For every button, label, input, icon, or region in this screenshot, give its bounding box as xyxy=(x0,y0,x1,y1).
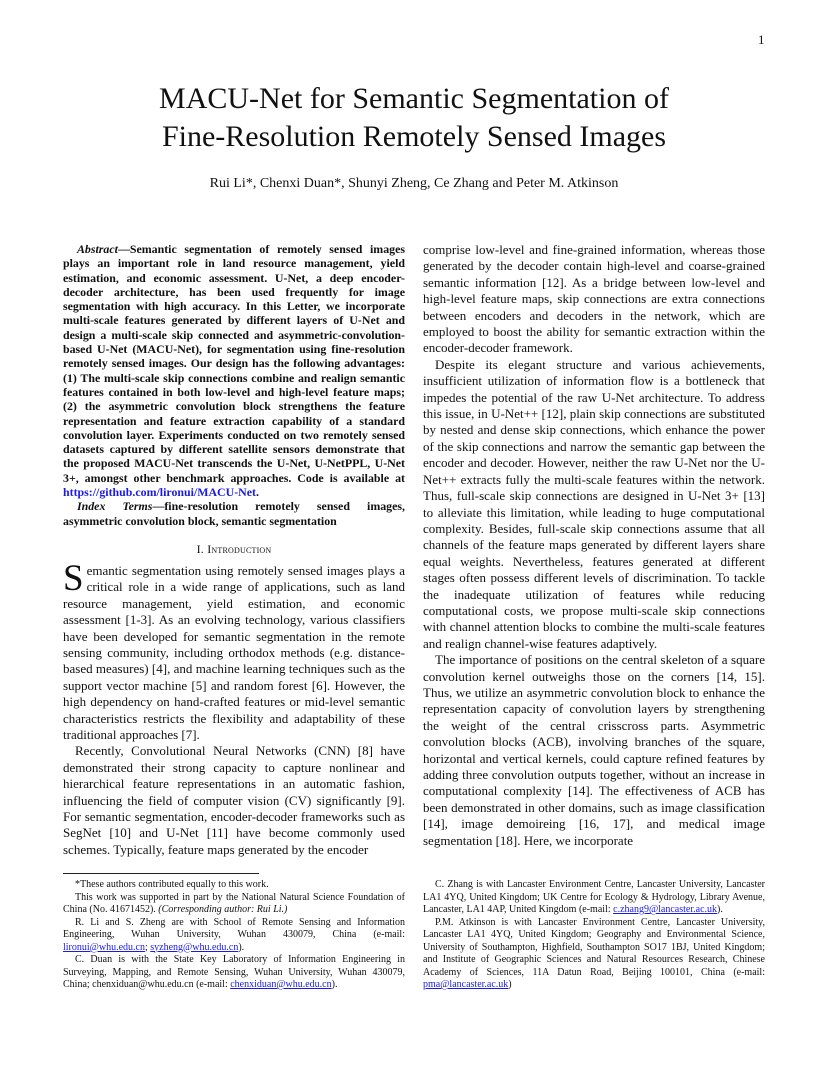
footnote-duan-text: C. Duan is with the State Key Laboratory of Information Engineering in Surveying, Mapping, and Remote Sensing, Wuhan University, Wuhan 430079, China; chenxiduan@whu.edu.cn (e-mail: xyxy=(63,954,405,990)
right-paragraph-3: The importance of positions on the central skeleton of a square convolution kernel outweighs those on the corners [14, 15]. Thus, we utilize an asymmetric convolution block to enhance the representation capacity of convolution layers by strengthening the weight of the central crisscross parts. Asymmetric convolution blocks (ACB), involving branches of the square, horizontal and vertical kernels, could capture refined features by adding three convolution outputs together, without an increase in computational complexity [14]. The effectiveness of ACB has been demonstrated in other domains, such as image classification [14], image demoireing [16, 17], and medical image segmentation [18]. Here, we incorporate xyxy=(423,652,765,848)
abstract-text: —Semantic segmentation of remotely sensed images plays an important role in land resource management, yield estimation, and economic assessment. U-Net, a deep encoder-decoder architecture, has been used frequently for image segmentation with high accuracy. In this Letter, we incorporate multi-scale features generated by different layers of U-Net and design a multi-scale skip connected and asymmetric-convolution-based U-Net (MACU-Net), for segmentation using fine-resolution remotely sensed images. Our design has the following advantages: (1) The multi-scale skip connections combine and realign semantic features contained in both low-level and high-level feature maps; (2) the asymmetric convolution block strengthens the feature representation and feature extraction capability of a standard convolution layer. Experiments conducted on two remotely sensed datasets captured by different satellite sensors demonstrate that the proposed MACU-Net transcends the U-Net, U-NetPPL, U-Net 3+, amongst other benchmark approaches. Code is available at xyxy=(63,242,405,485)
title-line-1: MACU-Net for Semantic Segmentation of xyxy=(159,82,669,115)
footnote-duan xyxy=(63,954,405,992)
footnotes-left xyxy=(63,879,405,992)
footnote-equal-contribution: *These authors contributed equally to this work. xyxy=(75,879,269,890)
footnote-divider xyxy=(63,873,259,874)
paper-title xyxy=(60,80,768,156)
right-paragraph-1: comprise low-level and fine-grained information, whereas those generated by the decoder contain high-level and coarse-grained semantic information [12]. As a bridge between low-level and high-level feature maps, skip connections are extra connections between encoders and decoders in the network, which are employed to boost the ability for semantic extraction within the encoder-decoder framework. xyxy=(423,242,765,356)
footnote-close: ). xyxy=(717,904,723,915)
abstract-end: . xyxy=(256,485,259,500)
left-column xyxy=(63,242,405,858)
intro-paragraph-2: Recently, Convolutional Neural Networks (CNN) [8] have demonstrated their strong capacity to capture nonlinear and hierarchical feature representations in an automatic fashion, influencing the field of computer vision (CV) significantly [9]. For semantic segmentation, encoder-decoder frameworks such as SegNet [10] and U-Net [11] have become commonly used schemes. Typically, feature maps generated by the encoder xyxy=(63,743,405,857)
email-link-zheng[interactable]: syzheng@whu.edu.cn xyxy=(150,941,239,953)
footnote-close: ) xyxy=(508,979,512,990)
right-paragraph-2: Despite its elegant structure and various achievements, insufficient utilization of information flow is a bottleneck that impedes the potential of the raw U-Net architecture. To address this issue, in U-Net++ [12], plain skip connections are substituted by nested and dense skip connections, which enhance the power of the skip connections and narrow the semantic gap between the encoder and decoder. However, neither the raw U-Net nor the U-Net++ extracts fully the multi-scale features within the network. Thus, full-scale skip connections are designed in U-Net 3+ [13] to alleviate this limitation, while leading to huge computational complexity. Besides, full-scale skip connections assume that all channels of the feature maps generated by different layers share equal weights. Nevertheless, features generated at different stages often possess different levels of discrimination. To tackle the inadequate utilization of features while reducing computational costs, we propose multi-scale skip connections with channel attention blocks to combine the multi-scale features and realign channel-wise features adaptively. xyxy=(423,356,765,651)
email-link-duan[interactable]: chenxiduan@whu.edu.cn xyxy=(230,979,332,990)
section-number: I. xyxy=(196,541,205,556)
email-link-zhang[interactable]: c.zhang9@lancaster.ac.uk xyxy=(613,904,718,915)
index-terms-text: —fine-resolution remotely sensed images, asymmetric convolution block, semantic segmentation xyxy=(63,499,405,528)
email-link-atkinson[interactable]: pma@lancaster.ac.uk xyxy=(423,979,509,990)
author-list: Rui Li*, Chenxi Duan*, Shunyi Zheng, Ce Zhang and Peter M. Atkinson xyxy=(209,176,619,191)
footnote-atkinson-text: P.M. Atkinson is with Lancaster Environment Centre, Lancaster University, Lancaster LA1 4YQ, United Kingdom; Geography and Environmental Science, University of Southampton, Highfield, Southampton SO17 1BJ, United Kingdom; and Institute of Geographic Sciences and Natural Resources Research, Chinese Academy of Sciences, 11A Datun Road, Beijing 100101, China (e-mail: xyxy=(423,916,765,978)
intro-paragraph-1-text: emantic segmentation using remotely sensed images plays a critical role in a wide range of applications, such as land resource management, yield estimation, and economic assessment [1-3]. As an evolving technology, various classifiers have been developed for semantic segmentation in the remote sensing community, including orthodox methods (e.g. distance-based measures) [4], and machine learning techniques such as the support vector machine [5] and random forest [6]. However, the high dependency on hand-crafted features or mid-level semantic characteristics restricts the flexibility and adaptability of these traditional approaches [7]. xyxy=(63,562,405,742)
footnote-funding xyxy=(63,892,405,917)
section-title: Introduction xyxy=(207,541,272,556)
code-link[interactable]: https://github.com/lironui/MACU-Net xyxy=(63,485,257,500)
abstract-label: Abstract xyxy=(77,242,118,256)
footnote-close: ). xyxy=(331,979,338,990)
right-column xyxy=(423,242,765,849)
drop-cap: S xyxy=(63,557,84,599)
email-link-li[interactable]: lironui@whu.edu.cn xyxy=(63,941,145,953)
footnote-li-zheng-text: R. Li and S. Zheng are with School of Remote Sensing and Information Engineering, Wuhan University, Wuhan 430079, China (e-mail: xyxy=(63,916,405,940)
footnote-atkinson xyxy=(423,917,765,992)
corresponding-author-note: (Corresponding author: Rui Li.) xyxy=(158,904,288,915)
footnote-close: ). xyxy=(238,941,245,953)
section-heading-introduction xyxy=(63,542,405,557)
page-number: 1 xyxy=(758,32,765,47)
footnotes-right xyxy=(423,879,765,992)
email-separator: ; xyxy=(144,941,151,953)
footnote-zhang xyxy=(423,879,765,917)
index-terms xyxy=(63,499,405,528)
footnote-zhang-text: C. Zhang is with Lancaster Environment Centre, Lancaster University, Lancaster LA1 4YQ, United Kingdom; UK Centre for Ecology & Hydrology, Library Avenue, Lancaster, LA1 4AP, United Kingdom (e-mail: xyxy=(423,879,765,915)
footnote-funding-text: This work was supported in part by the National Natural Science Foundation of China (No. 41671452). xyxy=(63,891,405,915)
abstract xyxy=(63,242,405,499)
index-terms-label: Index Terms xyxy=(77,499,153,514)
intro-paragraph-1 xyxy=(63,557,405,743)
title-line-2: Fine-Resolution Remotely Sensed Images xyxy=(161,120,667,153)
footnote-li-zheng xyxy=(63,917,405,955)
